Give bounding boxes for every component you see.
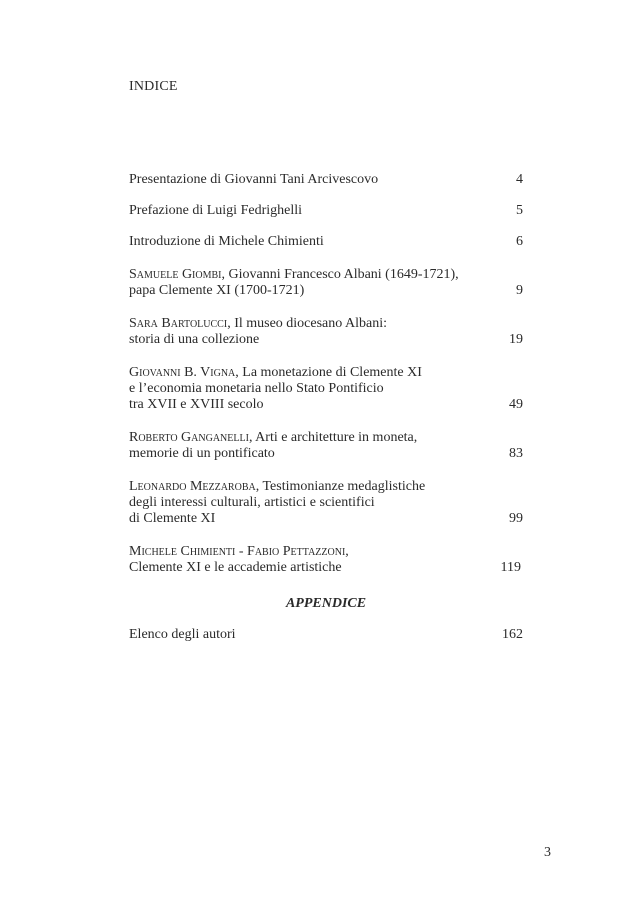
toc-entry-line: Clemente XI e le accademie artistiche	[129, 560, 342, 575]
table-of-contents	[129, 172, 523, 576]
toc-author: Giovanni B. Vigna	[129, 365, 236, 380]
toc-entry-line: Prefazione di Luigi Fedrighelli	[129, 203, 303, 218]
toc-entry-line: degli interessi culturali, artistici e scientifici	[129, 495, 375, 510]
toc-entry	[129, 627, 523, 643]
toc-entry	[129, 544, 523, 576]
toc-entry-line: papa Clemente XI (1700-1721)	[129, 283, 305, 298]
toc-entry-line: Introduzione di Michele Chimienti	[129, 234, 324, 249]
toc-page-number: 119	[500, 560, 521, 575]
toc-title-part: ,	[345, 544, 349, 559]
toc-page-number: 162	[502, 627, 523, 642]
toc-entry-line	[129, 316, 493, 332]
toc-title-part: , La monetazione di Clemente XI	[235, 365, 422, 380]
toc-page-number: 99	[509, 511, 523, 526]
toc-page-number: 6	[516, 234, 523, 249]
toc-entry	[129, 316, 523, 348]
toc-entry	[129, 234, 523, 250]
page-heading: INDICE	[129, 79, 178, 94]
toc-entry-line: di Clemente XI	[129, 511, 216, 526]
toc-entry-title	[129, 316, 493, 348]
appendix-heading: APPENDICE	[285, 596, 367, 611]
toc-page-number: 19	[509, 332, 523, 347]
toc-entry-line	[129, 479, 493, 495]
toc-entry	[129, 430, 523, 462]
toc-entry-line	[129, 430, 493, 446]
appendix-list	[129, 627, 523, 643]
toc-title-part: , Giovanni Francesco Albani (1649-1721),	[221, 267, 459, 282]
toc-entry-line: memorie di un pontificato	[129, 446, 275, 461]
toc-entry-line: e l’economia monetaria nello Stato Pontificio	[129, 381, 384, 396]
toc-entry-title	[129, 267, 493, 299]
toc-entry	[129, 267, 523, 299]
toc-page-number: 5	[516, 203, 523, 218]
page-number: 3	[544, 845, 551, 860]
toc-author: Sara Bartolucci	[129, 316, 228, 331]
toc-author: Michele Chimienti - Fabio Pettazzoni	[129, 544, 346, 559]
toc-author: Roberto Ganganelli	[129, 430, 249, 445]
toc-page-number: 83	[509, 446, 523, 461]
toc-entry-title	[129, 627, 493, 643]
toc-title-part: , Testimonianze medaglistiche	[255, 479, 426, 494]
toc-title-part: , Arti e architetture in moneta,	[248, 430, 418, 445]
toc-author: Samuele Giombi	[129, 267, 222, 282]
toc-entry-line: Elenco degli autori	[129, 627, 236, 642]
toc-page-number: 9	[516, 283, 523, 298]
toc-entry-title	[129, 544, 491, 576]
toc-entry-title	[129, 430, 493, 462]
toc-entry-line: storia di una collezione	[129, 332, 260, 347]
toc-entry	[129, 365, 523, 413]
toc-entry	[129, 172, 523, 188]
toc-entry-line	[129, 365, 493, 381]
toc-entry-line: Presentazione di Giovanni Tani Arcivescovo	[129, 172, 379, 187]
toc-entry-title	[129, 234, 493, 250]
toc-entry-title	[129, 203, 493, 219]
toc-entry-line: tra XVII e XVIII secolo	[129, 397, 264, 412]
toc-page-number: 49	[509, 397, 523, 412]
toc-entry	[129, 479, 523, 527]
toc-entry-line	[129, 267, 493, 283]
toc-author: Leonardo Mezzaroba	[129, 479, 256, 494]
toc-page-number: 4	[516, 172, 523, 187]
toc-entry-title	[129, 365, 493, 413]
toc-entry-line	[129, 544, 491, 560]
toc-title-part: , Il museo diocesano Albani:	[227, 316, 387, 331]
toc-entry	[129, 203, 523, 219]
toc-entry-title	[129, 479, 493, 527]
toc-entry-title	[129, 172, 493, 188]
